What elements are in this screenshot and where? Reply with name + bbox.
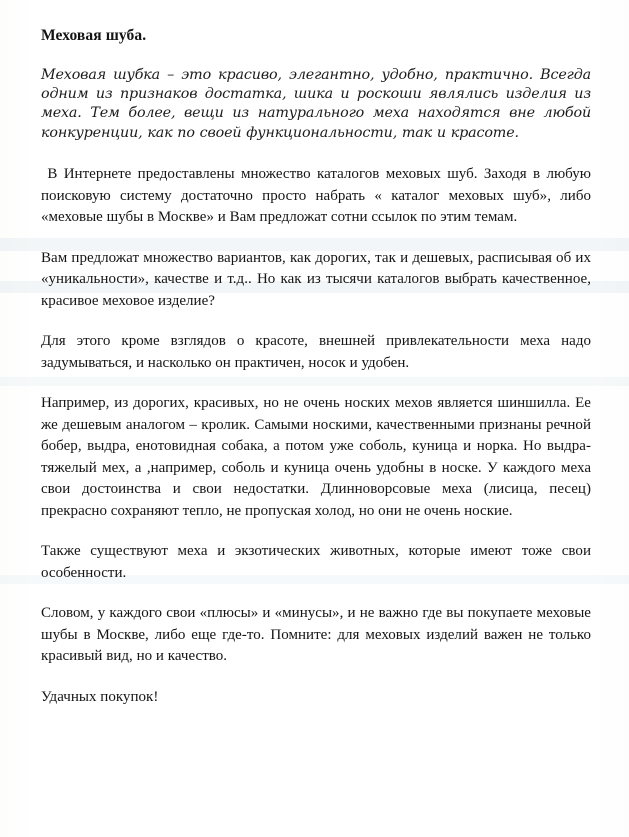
paragraph-beauty-practicality: Для этого кроме взглядов о красоте, внешней привлекательности меха надо задумываться, и насколько он практичен, носок и удобен. <box>41 333 591 371</box>
paragraph-conclusion: Словом, у каждого свои «плюсы» и «минусы», и не важно где вы покупаете меховые шубы в Москве, либо еще где-то. Помните: для меховых изделий важен не только красивый вид, но и качество. <box>41 605 591 664</box>
paragraph-exotic-furs: Также существуют меха и экзотических животных, которые имеют тоже свои особенности. <box>41 543 591 581</box>
paragraph-closing-wish: Удачных покупок! <box>41 688 159 705</box>
paragraph-fur-types: Например, из дорогих, красивых, но не очень носких мехов является шиншилла. Ее же дешевым аналогом – кролик. Самыми носкими, качественными признаны речной бобер, выдра, енотовидная собака, а потом уже соболь, куница и норка. Но выдра- тяжелый мех, а ,например, соболь и куница очень удобны в носке. У каждого меха свои достоинства и свои недостатки. Длинноворсовые меха (лисица, песец) прекрасно сохраняют тепло, не пропуская холод, но они не очень ноские. <box>41 395 591 519</box>
document-title: Меховая шуба. <box>41 27 147 44</box>
paragraph-many-options: Вам предложат множество вариантов, как дорогих, так и дешевых, расписывая об их «уникальности», качестве и т.д.. Но как из тысячи каталогов выбрать качественное, красивое меховое изделие? <box>41 249 591 309</box>
document-body <box>41 27 591 708</box>
lead-paragraph: Меховая шубка – это красиво, элегантно, удобно, практично. Всегда одним из признаков достатка, шика и роскоши являлись изделия из меха. Тем более, вещи из натурального меха находятся вне любой конкуренции, как по своей функциональности, так и красоте. <box>41 66 591 141</box>
paragraph-internet-catalogs: В Интернете предоставлены множество каталогов меховых шуб. Заходя в любую поисковую систему достаточно просто набрать « каталог меховых шуб», либо «меховые шубы в Москве» и Вам предложат сотни ссылок по этим темам. <box>41 166 591 225</box>
